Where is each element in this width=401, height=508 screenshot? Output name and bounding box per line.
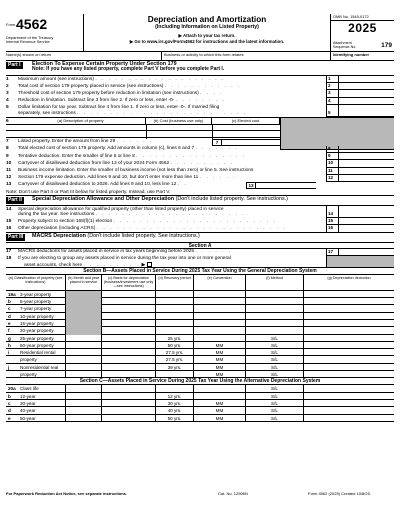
col-b-header: (b) Cost (business use only) — [146, 118, 212, 125]
basis-cell[interactable] — [102, 305, 156, 312]
line-10-amount[interactable] — [338, 160, 394, 167]
row-label: 50-year property — [18, 342, 66, 349]
form-title: Depreciation and Amortization — [147, 15, 267, 24]
line-8: 8 Total elected cost of section 179 property. Add amounts in column (c), lines 6 and 7 . . . . . . . 8 — [6, 146, 394, 153]
row-label: property — [18, 371, 66, 378]
col-b-month-year: (b) Month and year placed in service — [66, 275, 102, 291]
section-b-rows — [6, 291, 394, 379]
row-label: Nonresidential real — [18, 364, 66, 371]
table-row — [6, 356, 394, 363]
convention-cell[interactable]: MM — [194, 342, 246, 349]
convention-cell[interactable] — [194, 320, 246, 327]
recovery-period-cell[interactable] — [156, 327, 194, 334]
method-cell[interactable]: S/L — [246, 356, 304, 363]
row-label: 30-year — [18, 400, 66, 407]
part2-title: Special Depreciation Allowance and Other Depreciation — [32, 196, 175, 203]
row-id: c — [8, 306, 11, 312]
section-b-column-headers — [6, 275, 394, 291]
line-14-amount[interactable] — [338, 206, 394, 218]
month-year-cell[interactable] — [66, 415, 102, 422]
convention-cell[interactable]: MM — [194, 400, 246, 407]
deduction-cell[interactable] — [304, 415, 394, 422]
recovery-period-cell[interactable] — [156, 371, 194, 378]
line-3: 3 Threshold cost of section 179 property before reduction in limitation (see instructions) . . . . 3 — [6, 90, 394, 97]
deduction-cell[interactable] — [304, 364, 394, 371]
method-cell[interactable]: S/L — [246, 335, 304, 342]
method-cell[interactable] — [246, 291, 304, 298]
part1-lines-a — [6, 76, 394, 117]
part1-note2: Note: Don't use Part II or Part III below for listed property. Instead, use Part V. — [6, 189, 394, 196]
row-label: 15-year property — [18, 320, 66, 327]
table-row — [6, 400, 394, 407]
deduction-cell[interactable] — [304, 342, 394, 349]
row-label: 10-year property — [18, 313, 66, 320]
line-12-amount[interactable] — [338, 175, 394, 182]
method-cell[interactable]: S/L — [246, 393, 304, 400]
basis-cell[interactable] — [102, 291, 156, 298]
convention-cell[interactable] — [194, 393, 246, 400]
method-cell[interactable] — [246, 320, 304, 327]
method-cell[interactable]: S/L — [246, 415, 304, 422]
identifying-number-field[interactable]: Identifying number — [330, 52, 369, 60]
line-6-row[interactable] — [6, 125, 280, 131]
omb-number: OMB No. 1545-0172 — [331, 14, 394, 21]
col-a-header: (a) Description of property — [16, 118, 146, 125]
month-year-cell — [66, 305, 102, 312]
deduction-cell[interactable] — [304, 335, 394, 342]
business-activity-field[interactable]: Business or activity to which this form relates — [161, 52, 244, 60]
deduction-cell[interactable] — [304, 400, 394, 407]
table-row — [6, 349, 394, 356]
line-6-row[interactable] — [6, 132, 280, 138]
part3-header — [6, 233, 394, 243]
line-14: 14 Special depreciation allowance for qualified property (other than listed property) placed in service during the tax year. See instructions . . . . . . . . . . . . . . . . . . . . . . . 14 — [6, 206, 394, 218]
method-cell[interactable]: S/L — [246, 400, 304, 407]
line-10: 10 Carryover of disallowed deduction from line 13 of your 2024 Form 4562 . . . . . . . . . . 10 — [6, 160, 394, 167]
footer-cat-number: Cat. No. 12906N — [218, 491, 248, 496]
row-id: e — [8, 321, 11, 326]
month-year-cell — [66, 327, 102, 334]
deduction-cell[interactable] — [304, 407, 394, 414]
line-4: 4 Reduction in limitation. Subtract line 3 from line 2. If zero or less, enter -0- . . . . . . . . 4 — [6, 98, 394, 105]
line-16-amount[interactable] — [338, 225, 394, 232]
row-id: b — [8, 393, 11, 399]
basis-cell[interactable] — [102, 400, 156, 407]
sequence-label: Sequence No. — [333, 44, 357, 49]
recovery-period-cell[interactable]: 39 yrs. — [156, 364, 194, 371]
row-id: j — [8, 364, 10, 370]
row-id — [6, 371, 18, 378]
row-id: i — [8, 350, 10, 356]
section-a-heading: Section A — [6, 243, 394, 249]
row-label: 7-year property — [18, 305, 66, 312]
form-page — [6, 14, 394, 422]
footer-notice: For Paperwork Reduction Act Notice, see separate instructions. — [6, 491, 127, 496]
method-cell[interactable]: S/L — [246, 364, 304, 371]
line-11-amount[interactable] — [338, 168, 394, 175]
method-cell[interactable]: S/L — [246, 407, 304, 414]
row-id: e — [8, 415, 11, 421]
attachment-label: Attachment — [333, 41, 352, 45]
month-year-cell[interactable] — [66, 342, 102, 349]
sequence-number: 179 — [381, 42, 392, 49]
col-g-deduction: (g) Depreciation deduction — [327, 275, 371, 280]
form-title-block — [84, 14, 330, 52]
part1-tag: Part I — [8, 62, 21, 68]
deduction-cell[interactable] — [304, 327, 394, 334]
basis-cell[interactable] — [102, 415, 156, 422]
line-8-amount[interactable] — [338, 146, 394, 153]
row-label: 25-year property — [18, 335, 66, 342]
deduction-cell[interactable] — [304, 349, 394, 356]
line-13: 13 Carryover of disallowed deduction to 2026. Add lines 9 and 10, less line 12 . . 13 — [6, 182, 394, 189]
table-row — [6, 342, 394, 349]
dept-line-2: Internal Revenue Service — [6, 39, 50, 45]
basis-cell[interactable] — [102, 364, 156, 371]
line-9-amount[interactable] — [338, 153, 394, 160]
basis-cell[interactable] — [102, 371, 156, 378]
part3-tag: Part III — [8, 233, 24, 240]
line-11: 11 Business income limitation. Enter the smaller of business income (not less than zero) or line 5. See instructions 11 — [6, 168, 394, 175]
year-block — [330, 14, 394, 52]
form-header — [6, 14, 394, 52]
form-subtitle: (Including Information on Listed Property) — [155, 24, 259, 31]
col-f-method: (f) Method — [246, 275, 304, 291]
table-row — [6, 385, 394, 392]
goto-note: ▶ Go to www.irs.gov/Form4562 for instructions and the latest information. — [129, 39, 285, 45]
line-15-amount[interactable] — [338, 218, 394, 225]
deduction-cell[interactable] — [304, 356, 394, 363]
convention-cell[interactable]: MM — [194, 407, 246, 414]
col-e-convention: (e) Convention — [194, 275, 246, 291]
table-row — [6, 335, 394, 342]
convention-cell[interactable] — [194, 327, 246, 334]
recovery-period-cell[interactable]: 50 yrs. — [156, 415, 194, 422]
row-label: 3-year property — [18, 291, 66, 298]
basis-cell[interactable] — [102, 320, 156, 327]
row-label: 20-year property — [18, 327, 66, 334]
row-label: 50-year — [18, 415, 66, 422]
line-4-amount[interactable] — [338, 98, 394, 105]
basis-cell[interactable] — [102, 313, 156, 320]
convention-cell[interactable]: MM — [194, 349, 246, 356]
recovery-period-cell[interactable]: 50 yrs. — [156, 342, 194, 349]
line-5-amount[interactable] — [338, 105, 394, 117]
basis-cell[interactable] — [102, 407, 156, 414]
recovery-period-cell[interactable]: 27.5 yrs. — [156, 349, 194, 356]
recovery-period-cell[interactable]: 27.5 yrs. — [156, 356, 194, 363]
line-17: 17 MACRS deductions for assets placed in service in tax years beginning before 2025 . . . . . . 17 — [6, 249, 394, 256]
convention-cell[interactable]: MM — [194, 356, 246, 363]
table-row — [6, 298, 394, 305]
month-year-cell[interactable] — [66, 349, 102, 356]
row-id: g — [8, 335, 11, 341]
convention-cell[interactable] — [194, 385, 246, 392]
names-field[interactable]: Name(s) shown on return — [6, 52, 52, 57]
month-year-cell[interactable] — [66, 335, 102, 342]
part1-note: Note: If you have any listed property, complete Part V before you complete Part I. — [32, 66, 225, 73]
tax-year: 2025 — [348, 21, 377, 35]
row-id: b — [8, 299, 11, 305]
part3-title: MACRS Depreciation — [32, 232, 86, 239]
section-b-heading: Section B—Assets Placed in Service During 2025 Tax Year Using the General Depreciation System — [6, 268, 394, 275]
part2-tag: Part II — [8, 197, 22, 204]
recovery-period-cell[interactable] — [156, 305, 194, 312]
basis-cell[interactable] — [102, 298, 156, 305]
part1-title: Election To Expense Certain Property Under Section 179 — [32, 61, 177, 67]
name-row — [6, 52, 394, 61]
row-id: 19a — [8, 291, 16, 297]
basis-cell[interactable] — [102, 349, 156, 356]
table-row — [6, 313, 394, 320]
footer-form-id: Form 4562 (2025) Created 10/8/25 — [308, 491, 370, 496]
recovery-period-cell[interactable] — [156, 385, 194, 392]
recovery-period-cell[interactable] — [156, 298, 194, 305]
part2-title-rest: (Don't include listed property. See instructions.) — [175, 196, 288, 203]
row-label: property — [18, 356, 66, 363]
section-c-heading: Section C—Assets Placed in Service During 2025 Tax Year Using the Alternative Depreciation System — [6, 378, 394, 385]
deduction-cell[interactable] — [304, 393, 394, 400]
convention-cell[interactable]: MM — [194, 371, 246, 378]
table-row — [6, 320, 394, 327]
row-id: h — [8, 342, 11, 348]
convention-cell[interactable] — [194, 335, 246, 342]
row-label: Residential rental — [18, 349, 66, 356]
convention-cell[interactable] — [194, 291, 246, 298]
month-year-cell — [66, 320, 102, 327]
line-13-amount[interactable] — [256, 182, 316, 189]
deduction-cell[interactable] — [304, 320, 394, 327]
table-row — [6, 407, 394, 414]
month-year-cell[interactable] — [66, 371, 102, 378]
method-cell[interactable] — [246, 305, 304, 312]
recovery-period-cell[interactable]: 25 yrs. — [156, 335, 194, 342]
line-5: 5 Dollar limitation for tax year. Subtract line 4 from line 1. If zero or less, enter -0-. If married filing separately, see instructions . . . . . . . . . . . . . . . . . . . . . . . . . . 5 — [6, 105, 394, 117]
line-7-amount[interactable] — [222, 139, 280, 146]
month-year-cell[interactable] — [66, 356, 102, 363]
basis-cell[interactable] — [102, 335, 156, 342]
table-row — [6, 393, 394, 400]
month-year-cell[interactable] — [66, 407, 102, 414]
part2-header — [6, 196, 394, 206]
deduction-cell[interactable] — [304, 298, 394, 305]
basis-cell[interactable] — [102, 327, 156, 334]
method-cell[interactable]: S/L — [246, 342, 304, 349]
convention-cell[interactable]: MM — [194, 364, 246, 371]
section-c-rows — [6, 385, 394, 421]
col-c-header: (c) Elected cost — [212, 118, 280, 125]
row-id: d — [8, 408, 11, 414]
recovery-period-cell[interactable]: 40 yrs. — [156, 407, 194, 414]
line-12: 12 Section 179 expense deduction. Add lines 9 and 10, but don't enter more than line 11 . . . . . . 12 — [6, 175, 394, 182]
basis-cell[interactable] — [102, 356, 156, 363]
convention-cell[interactable]: MM — [194, 415, 246, 422]
line-1-amount[interactable] — [338, 76, 394, 83]
month-year-cell[interactable] — [66, 393, 102, 400]
month-year-cell[interactable] — [66, 364, 102, 371]
form-id-block — [6, 14, 84, 52]
line-18: 18 If you are electing to group any assets placed in service during the tax year into one or more general asset accounts, check here . . . . . . . . . ▶ — [6, 256, 394, 268]
attachment-sequence — [331, 42, 395, 50]
method-cell[interactable]: S/L — [246, 349, 304, 356]
col-a-classification: (a) Classification of property (see instructions) — [6, 275, 66, 291]
convention-cell[interactable] — [194, 298, 246, 305]
row-label: 5-year property — [18, 298, 66, 305]
basis-cell[interactable] — [102, 385, 156, 392]
table-row — [6, 305, 394, 312]
method-cell[interactable] — [246, 327, 304, 334]
recovery-period-cell[interactable]: 12 yrs. — [156, 393, 194, 400]
table-row — [6, 364, 394, 371]
line-17-amount[interactable] — [338, 249, 394, 256]
department — [6, 36, 53, 45]
row-id: d — [8, 313, 11, 319]
convention-cell[interactable] — [194, 305, 246, 312]
line-16: 16 Other depreciation (including ACRS) . . . . . . . . . . . . . . . . . . . . . . . . . . . . . 16 — [6, 225, 394, 232]
col-c-basis: (c) Basis for depreciation (business/investment use only—see instructions) — [102, 275, 156, 291]
row-id: 20a — [8, 386, 16, 392]
month-year-cell — [66, 313, 102, 320]
month-year-cell — [66, 291, 102, 298]
method-cell[interactable] — [246, 298, 304, 305]
line-6-table: 6 (a) Description of property (b) Cost (business use only) (c) Elected cost — [6, 117, 394, 149]
recovery-period-cell[interactable] — [156, 313, 194, 320]
table-row — [6, 415, 394, 422]
table-row — [6, 327, 394, 334]
recovery-period-cell[interactable] — [156, 320, 194, 327]
deduction-cell[interactable] — [304, 305, 394, 312]
method-cell[interactable] — [246, 313, 304, 320]
deduction-cell[interactable] — [304, 371, 394, 378]
attach-note: ▶ Attach to your tax return. — [178, 33, 236, 39]
part1-header — [6, 61, 394, 76]
deduction-cell[interactable] — [304, 291, 394, 298]
part1-lines-b — [6, 139, 394, 197]
line-1: 1 Maximum amount (see instructions) . . . . . . . . . . . . . . . . . . . . 1 — [6, 76, 394, 83]
table-row — [6, 291, 394, 298]
line-3-amount[interactable] — [338, 90, 394, 97]
method-cell[interactable]: S/L — [246, 385, 304, 392]
table-row — [6, 371, 394, 378]
part3-title-rest: (Don't include listed property. See instructions.) — [87, 232, 200, 239]
line-15: 15 Property subject to section 168(f)(1) election . . . . . . . . . . . . . . . . . . . . . . . . . 15 — [6, 218, 394, 225]
recovery-period-cell[interactable]: 30 yrs. — [156, 400, 194, 407]
row-id — [6, 356, 18, 363]
dept-line-1: Department of the Treasury — [6, 35, 54, 40]
row-id: c — [8, 400, 11, 406]
month-year-cell[interactable] — [66, 400, 102, 407]
row-label: 12-year — [18, 393, 66, 400]
row-id: f — [8, 328, 10, 334]
group-assets-checkbox[interactable] — [147, 262, 152, 267]
col-d-recovery: (d) Recovery period — [156, 275, 194, 291]
basis-cell[interactable] — [102, 342, 156, 349]
deduction-cell[interactable] — [304, 313, 394, 320]
form-word: Form — [6, 22, 16, 27]
method-cell[interactable]: S/L — [246, 371, 304, 378]
form-number: 4562 — [16, 16, 48, 32]
line-7: 7 Listed property. Enter the amount from line 29 . . . . . . 7 — [6, 139, 394, 146]
line-2: 2 Total cost of section 179 property placed in service (see instructions) . . . . . . . . . . . . 2 — [6, 83, 394, 90]
deduction-cell[interactable] — [304, 385, 394, 392]
row-label: Class life — [18, 385, 66, 392]
recovery-period-cell[interactable] — [156, 291, 194, 298]
month-year-cell — [66, 298, 102, 305]
convention-cell[interactable] — [194, 313, 246, 320]
basis-cell[interactable] — [102, 393, 156, 400]
row-label: 40-year — [18, 407, 66, 414]
line-9: 9 Tentative deduction. Enter the smaller of line 5 or line 8 . . . . . . . . . . . . . . . . . 9 — [6, 153, 394, 160]
month-year-cell[interactable] — [66, 385, 102, 392]
line-2-amount[interactable] — [338, 83, 394, 90]
